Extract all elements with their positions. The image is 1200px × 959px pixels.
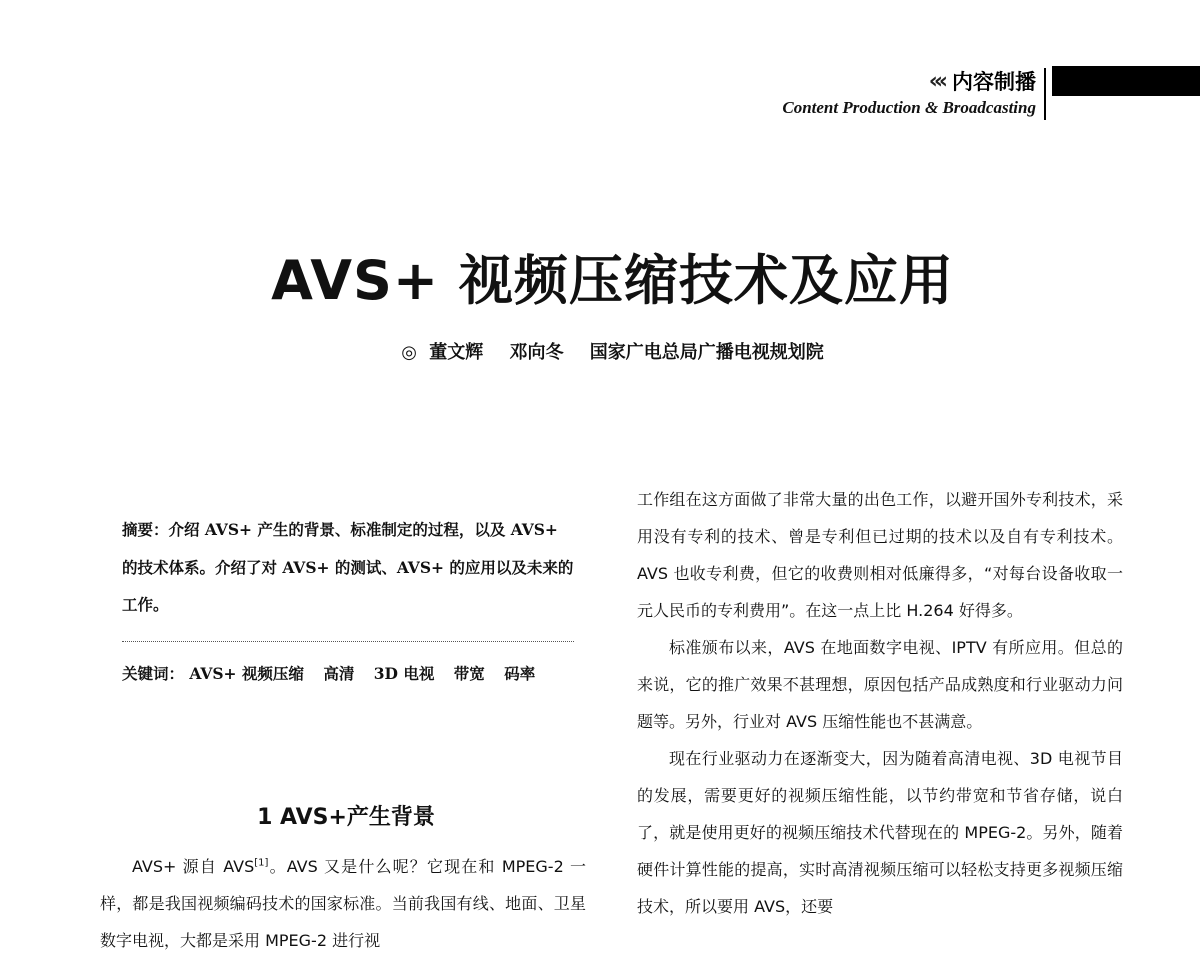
- keywords-label: 关键词：: [122, 665, 185, 683]
- abstract-label: 摘要：: [122, 521, 169, 539]
- abstract-divider: [122, 641, 574, 642]
- paragraph: 现在行业驱动力在逐渐变大，因为随着高清电视、3D 电视节目的发展，需要更好的视频压缩性能，以节约带宽和节省存储，说白了，就是使用更好的视频压缩技术代替现在的 MPEG-2。另外，随着硬件计算性能的提高，实时高清视频压缩可以轻松支持更多视频压缩技术，所以要用 AVS，还要: [637, 749, 1123, 916]
- abstract: [122, 511, 574, 623]
- author-name: 董文辉: [429, 342, 484, 363]
- keyword: 带宽: [453, 664, 485, 683]
- double-chevron-left-icon: «‹: [928, 68, 944, 94]
- keywords: [122, 662, 592, 684]
- paragraph: 工作组在这方面做了非常大量的出色工作，以避开国外专利技术，采用没有专利的技术、曾是专利但已过期的技术以及自有专利技术。AVS 也收专利费，但它的收费则相对低廉得多，“对每台设备收取一元人民币的专利费用”。在这一点上比 H.264 好得多。: [637, 490, 1123, 620]
- keyword: AVS+ 视频压缩: [189, 664, 304, 683]
- abstract-text: 介绍 AVS+ 产生的背景、标准制定的过程，以及 AVS+ 的技术体系。介绍了对 AVS+ 的测试、AVS+ 的应用以及未来的工作。: [122, 520, 574, 614]
- section-title-row: [929, 66, 1036, 96]
- article-title: AVS+ 视频压缩技术及应用: [271, 249, 954, 312]
- citation: [1]: [254, 857, 269, 869]
- running-header: [720, 62, 1200, 126]
- section-title-cn: 内容制播: [952, 70, 1036, 94]
- header-divider: [1044, 68, 1046, 120]
- header-black-tab: [1052, 66, 1200, 96]
- author-mark: ◎: [401, 342, 417, 363]
- paragraph: 标准颁布以来，AVS 在地面数字电视、IPTV 有所应用。但总的来说，它的推广效果不甚理想，原因包括产品成熟度和行业驱动力问题等。另外，行业对 AVS 压缩性能也不甚满意。: [637, 638, 1123, 731]
- affiliation: 国家广电总局广播电视规划院: [589, 342, 824, 363]
- keyword: 3D 电视: [373, 664, 435, 683]
- keyword: 码率: [504, 664, 536, 683]
- author-name: 邓向冬: [509, 342, 564, 363]
- section-heading: 1 AVS+产生背景: [257, 805, 435, 830]
- keyword: 高清: [323, 664, 355, 683]
- body-text-left: [100, 848, 586, 959]
- author-line: [0, 338, 1200, 364]
- paragraph: AVS+ 源自 AVS[1]。AVS 又是什么呢？它现在和 MPEG-2 一样，都是我国视频编码技术的国家标准。当前我国有线、地面、卫星数字电视，大都是采用 MPEG-2 进行视: [100, 857, 586, 950]
- section-title-en: Content Production & Broadcasting: [782, 98, 1036, 117]
- body-text-right: [637, 481, 1123, 925]
